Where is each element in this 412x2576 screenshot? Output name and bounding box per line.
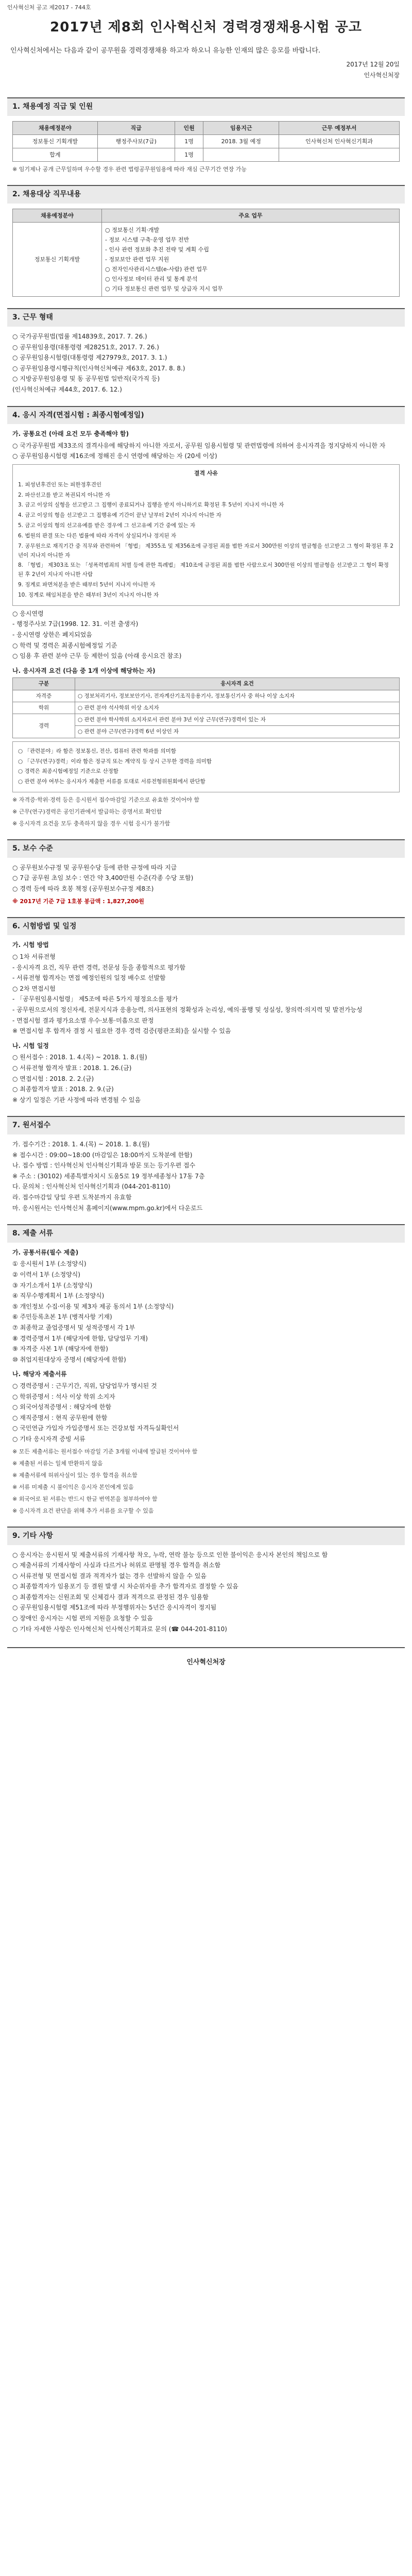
duties-table	[12, 209, 400, 297]
list-item: ○ 원서접수 : 2018. 1. 4.(목) ~ 2018. 1. 8.(월)	[12, 1054, 147, 1061]
section-2-title: 2. 채용대상 직무내용	[7, 185, 405, 204]
section-note: ※ 임기제나 공개 근무일하며 우수할 경우 관련 법령공무원임용에 따라 재심 근무기간 연장 가능	[12, 166, 247, 173]
list-item: ○ 「근무(연구)경력」이라 함은 정규직 또는 계약직 등 상시 근무한 경력을 의미함	[18, 758, 212, 765]
list-item: ④ 직무수행계획서 1부 (소정양식)	[12, 1292, 105, 1300]
list-item: ⑥ 주민등록초본 1부 (병적사항 기재)	[12, 1313, 112, 1321]
table-cell: ○ 관련 분야 학사학위 소지자로서 관련 분야 3년 이상 근무(연구)경력이 있는 자	[75, 714, 400, 726]
list-item: ※ 상기 일정은 기관 사정에 따라 변경될 수 있음	[12, 1096, 141, 1104]
section-5-title: 5. 보수 수준	[7, 839, 405, 858]
section-6	[0, 940, 412, 1105]
list-item: 1. 피성년후견인 또는 피한정후견인	[18, 481, 102, 488]
list-item: ○ 국가공무원법(법률 제14839호, 2017. 7. 26.)	[12, 332, 147, 340]
table-header: 인원	[175, 122, 203, 135]
table-header: 주요 업무	[102, 209, 400, 222]
positions-table	[12, 121, 400, 162]
subsection-heading: 나. 해당자 제출서류	[12, 1370, 67, 1378]
eligibility-table	[12, 677, 400, 738]
table-row	[13, 690, 400, 702]
list-item: 10. 징계로 해임처분을 받은 때부터 3년이 지나지 아니한 자	[18, 591, 159, 598]
footer-signature: 인사혁신처장	[7, 1647, 405, 1678]
list-item: ○ 2차 면접시험	[12, 985, 56, 992]
list-item: ○ 경력 등에 따라 호봉 책정 (공무원보수규정 제8조)	[12, 885, 154, 893]
list-item: ○ 공무원임용시험령(대통령령 제27979호, 2017. 3. 1.)	[12, 354, 167, 362]
list-item: ○ 국민연금 가입자 가입증명서 또는 건강보험 자격득실확인서	[12, 1425, 179, 1432]
list-item: 7. 공무원으로 재직기간 중 직무와 관련하여 「형법」 제355조 및 제356조에 규정된 죄를 범한 자로서 300만원 이상의 벌금형을 선고받고 그 형이 확정된 후 2년이 지나지 아니한 자	[18, 543, 394, 558]
section-6-title: 6. 시험방법 및 일정	[7, 917, 405, 936]
list-item: - 면접시험 결과 평가요소별 우수·보통·미흡으로 판정	[12, 1016, 154, 1024]
list-item: ○ 기타 응시자격 증빙 서류	[12, 1435, 85, 1443]
table-cell	[97, 148, 175, 162]
list-item: ○ 7급 공무원 초임 보수 : 연간 약 3,400만원 수준(각종 수당 포함)	[12, 874, 194, 882]
list-item: 가. 접수기간 : 2018. 1. 4.(목) ~ 2018. 1. 8.(월)	[12, 1141, 150, 1148]
section-note: ※ 근무(연구)경력은 공인기관에서 발급하는 증명서로 확인함	[12, 808, 162, 816]
table-header: 직급	[97, 122, 175, 135]
list-item: ○ 지방공무원임용령 및 동 공무원법 일반직(국가직 등)	[12, 375, 160, 383]
table-cell	[279, 148, 400, 162]
table-row	[13, 148, 400, 162]
table-cell: 1명	[175, 148, 203, 162]
list-item: ① 응시원서 1부 (소정양식)	[12, 1260, 87, 1268]
disqualification-box	[12, 464, 400, 606]
table-cell: 정보통신 기획개발	[13, 135, 98, 148]
section-note: ※ 제출된 서류는 일체 반환하지 않음	[12, 1460, 103, 1467]
eligibility-notes-box	[12, 741, 400, 792]
section-4-title: 4. 응시 자격(면접시험 : 최종시험예정일)	[7, 406, 405, 425]
table-header: 채용예정분야	[13, 122, 98, 135]
section-7-title: 7. 원서접수	[7, 1116, 405, 1134]
section-note: ※ 응시자격 요건을 모두 충족하지 않을 경우 시험 응시가 불가함	[12, 820, 170, 827]
list-item: - 정보보안 관련 업무 지원	[105, 256, 169, 263]
section-9	[0, 1550, 412, 1634]
table-header: 구분	[13, 678, 75, 690]
list-item: ○ 최종합격자는 신원조회 및 신체검사 결과 적격으로 판정된 경우 임용함	[12, 1593, 209, 1601]
list-item: ② 이력서 1부 (소정양식)	[12, 1271, 80, 1279]
list-item: ○ 인사정보 데이터 관리 및 통계 분석	[105, 276, 198, 283]
section-8	[0, 1248, 412, 1515]
list-item: ○ 임용 후 관련 분야 근무 등 제한이 있음 (아래 응시요건 참조)	[12, 652, 182, 660]
list-item: ⑦ 최종학교 졸업증명서 및 성적증명서 각 1부	[12, 1324, 135, 1331]
table-cell: 2018. 3월 예정	[203, 135, 279, 148]
announcement-ref: 인사혁신처 공고 제2017 - 744호	[7, 4, 91, 11]
list-item: ○ 관련 분야 여부는 응시자가 제출한 서류를 토대로 서류전형위원회에서 판단함	[18, 778, 205, 785]
list-item: 4. 금고 이상의 형을 선고받고 그 집행유예 기간이 끝난 날부터 2년이 지나지 아니한 자	[18, 512, 221, 519]
list-item: ○ 공무원임용령(대통령령 제28251호, 2017. 7. 26.)	[12, 343, 159, 351]
box-title: 결격 사유	[194, 469, 218, 477]
list-item: - 정보 시스템 구축·운영 업무 전반	[105, 236, 190, 243]
section-note: ※ 제출서류에 허위사실이 있는 경우 합격을 취소함	[12, 1471, 138, 1479]
list-item: 9. 징계로 파면처분을 받은 때부터 5년이 지나지 아니한 자	[18, 582, 156, 588]
list-item: (인사혁신처예규 제44호, 2017. 6. 12.)	[12, 385, 122, 393]
list-item: ○ 서류전형 및 면접시험 결과 적격자가 없는 경우 선발하지 않을 수 있음	[12, 1572, 207, 1580]
table-cell: 1명	[175, 135, 203, 148]
list-item: ○ 재직증명서 : 현직 공무원에 한함	[12, 1414, 108, 1421]
duties-cell	[102, 222, 400, 296]
table-row	[13, 135, 400, 148]
table-cell: 경력	[13, 714, 75, 738]
section-note: ※ 자격증·학위·경력 등은 응시원서 접수마감일 기준으로 유효한 것이어야 함	[12, 796, 199, 804]
table-cell: 학위	[13, 702, 75, 714]
list-item: ○ 최종합격자 발표 : 2018. 2. 9.(금)	[12, 1086, 114, 1093]
list-item: - 「공무원임용시험령」 제5조에 따른 5가지 평정요소를 평가	[12, 995, 178, 1003]
list-item: 나. 접수 방법 : 인사혁신처 인사혁신기획과 방문 또는 등기우편 접수	[12, 1162, 196, 1170]
section-1-title: 1. 채용예정 직급 및 인원	[7, 97, 405, 116]
section-3-title: 3. 근무 형태	[7, 308, 405, 327]
list-item: 3. 금고 이상의 실형을 선고받고 그 집행이 종료되거나 집행을 받지 아니하기로 확정된 후 5년이 지나지 아니한 자	[18, 502, 284, 509]
subsection-heading: 나. 응시자격 요건 (다음 중 1개 이상에 해당하는 자)	[12, 667, 156, 674]
table-cell: 인사혁신처 인사혁신기획과	[279, 135, 400, 148]
section-note: ※ 모든 제출서류는 원서접수 마감일 기준 3개월 이내에 발급된 것이어야 함	[12, 1448, 198, 1455]
list-item: ○ 공무원임용시험령 제51조에 따라 부정행위자는 5년간 응시자격이 정지됨	[12, 1604, 217, 1612]
list-item: ⑩ 취업지원대상자 증명서 (해당자에 한함)	[12, 1355, 126, 1363]
list-item: ○ 학위증명서 : 석사 이상 학위 소지자	[12, 1393, 115, 1400]
section-9-title: 9. 기타 사항	[7, 1527, 405, 1545]
list-item: - 응시자격 요건, 직무 관련 경력, 전문성 등을 종합적으로 평가함	[12, 963, 186, 971]
list-item: ○ 최종합격자가 임용포기 등 결원 발생 시 차순위자를 추가 합격자로 결정할 수 있음	[12, 1583, 238, 1590]
list-item: ○ 「관련분야」라 함은 정보통신, 전산, 컴퓨터 관련 학과를 의미함	[18, 748, 176, 754]
list-item: 8. 「형법」 제303조 또는 「성폭력범죄의 처벌 등에 관한 특례법」 제10조에 규정된 죄를 범한 사람으로서 300만원 이상의 벌금형을 선고받고 그 형이 확정된 후 2년이 지나지 아니한 사람	[18, 562, 389, 578]
list-item: ○ 정보통신 기획·개발	[105, 226, 160, 233]
section-note: ※ 응시자격 요건 판단을 위해 추가 서류를 요구할 수 있음	[12, 1507, 154, 1514]
list-item: 5. 금고 이상의 형의 선고유예를 받은 경우에 그 선고유예 기간 중에 있는 자	[18, 522, 196, 529]
section-1	[0, 121, 412, 174]
issuing-org: 인사혁신처장	[364, 71, 400, 79]
section-7	[0, 1140, 412, 1213]
list-item: ○ 경력은 최종시험예정일 기준으로 산정함	[18, 768, 118, 775]
list-item: ○ 전자인사관리시스템(e-사람) 관련 업무	[105, 266, 208, 273]
subsection-heading: 가. 공통요건 (아래 요건 모두 충족해야 함)	[12, 430, 129, 438]
list-item: ○ 제출서류의 기재사항이 사실과 다르거나 허위로 판명될 경우 합격을 취소함	[12, 1562, 221, 1569]
table-header: 근무 예정부서	[279, 122, 400, 135]
list-item: ○ 응시연령	[12, 609, 44, 617]
list-item: ※ 면접시험 후 합격자 결정 시 필요한 경우 경력 검증(평판조회)을 실시할 수 있음	[12, 1027, 231, 1035]
table-row	[13, 714, 400, 726]
list-item: 2. 파산선고를 받고 복권되지 아니한 자	[18, 492, 110, 498]
salary-highlight: ※ 2017년 기준 7급 1호봉 봉급액 : 1,827,200원	[12, 897, 145, 905]
subsection-heading: 가. 공통서류(필수 제출)	[12, 1248, 79, 1256]
list-item: ⑧ 경력증명서 1부 (해당자에 한함, 담당업무 기재)	[12, 1334, 148, 1342]
list-item: ※ 접수시간 : 09:00~18:00 (마감일은 18:00까지 도착분에 한함)	[12, 1151, 193, 1159]
list-item: 6. 법원의 판결 또는 다른 법률에 따라 자격이 상실되거나 정지된 자	[18, 532, 177, 539]
table-cell: ○ 정보처리기사, 정보보안기사, 전자계산기조직응용기사, 정보통신기사 중 하나 이상 소지자	[75, 690, 400, 702]
section-5	[0, 863, 412, 906]
list-item: - 서류전형 합격자는 면접 예정인원의 일정 배수로 선발함	[12, 974, 166, 982]
table-cell: 행정주사보(7급)	[97, 135, 175, 148]
list-item: ○ 국가공무원법 제33조의 결격사유에 해당하지 아니한 자로서, 공무원 임용시험령 및 관련법령에 의하여 응시자격을 정지당하지 아니한 자	[12, 442, 386, 449]
list-item: - 응시연령 상한은 폐지되었음	[12, 631, 92, 638]
section-2	[0, 209, 412, 297]
list-item: ○ 외국어성적증명서 : 해당자에 한함	[12, 1403, 112, 1411]
list-item: ○ 1차 서류전형	[12, 953, 56, 960]
list-item: ○ 장애인 응시자는 시험 편의 지원을 요청할 수 있음	[12, 1615, 153, 1622]
list-item: 다. 문의처 : 인사혁신처 인사혁신기획과 (044-201-8110)	[12, 1183, 170, 1191]
page-title: 2017년 제8회 인사혁신처 경력경쟁채용시험 공고	[50, 20, 362, 36]
table-row	[13, 222, 400, 296]
list-item: - 인사 관련 정보화 추진 전략 및 계획 수립	[105, 246, 209, 253]
table-cell: ○ 관련 분야 근무(연구)경력 6년 이상인 자	[75, 726, 400, 738]
list-item: ⑤ 개인정보 수집·이용 및 제3자 제공 동의서 1부 (소정양식)	[12, 1302, 174, 1310]
list-item: - 행정주사보 7급(1998. 12. 31. 이전 출생자)	[12, 620, 139, 628]
list-item: ⑨ 자격증 사본 1부 (해당자에 한함)	[12, 1345, 108, 1353]
list-item: ○ 면접시험 : 2018. 2. 2.(금)	[12, 1075, 94, 1082]
table-cell: ○ 관련 분야 석사학위 이상 소지자	[75, 702, 400, 714]
list-item: ※ 주소 : (30102) 세종특별자치시 도움5로 19 정부세종청사 17동 7층	[12, 1172, 205, 1180]
list-item: 마. 응시원서는 인사혁신처 홈페이지(www.mpm.go.kr)에서 다운로드	[12, 1204, 203, 1212]
table-header: 응시자격 요건	[75, 678, 400, 690]
table-header: 채용예정분야	[13, 209, 102, 222]
table-row	[13, 702, 400, 714]
list-item: ○ 공무원임용시험령 제16조에 정해진 응시 연령에 해당하는 자 (20세 이상)	[12, 452, 217, 460]
announcement-date: 2017년 12월 20일	[346, 61, 400, 69]
list-item: - 공무원으로서의 정신자세, 전문지식과 응용능력, 의사표현의 정확성과 논리성, 예의·품행 및 성실성, 창의력·의지력 및 발전가능성	[12, 1006, 363, 1013]
section-3	[0, 332, 412, 395]
table-cell: 합계	[13, 148, 98, 162]
list-item: ○ 경력증명서 : 근무기간, 직위, 담당업무가 명시된 것	[12, 1382, 157, 1389]
table-cell: 자격증	[13, 690, 75, 702]
table-header: 임용지근	[203, 122, 279, 135]
list-item: ○ 학력 및 경력은 최종시험예정일 기준	[12, 641, 117, 649]
table-cell: 정보통신 기획개발	[13, 222, 102, 296]
subsection-heading: 가. 시험 방법	[12, 941, 49, 949]
table-cell	[203, 148, 279, 162]
list-item: ○ 응시자는 응시원서 및 제출서류의 기재사항 착오, 누락, 연락 불능 등으로 인한 불이익은 응시자 본인의 책임으로 함	[12, 1551, 328, 1558]
intro-text: 인사혁신처에서는 다음과 같이 공무원을 경력경쟁채용 하고자 하오니 유능한 인재의 많은 응모를 바랍니다.	[10, 47, 321, 55]
list-item: ○ 공무원보수규정 및 공무원수당 등에 관한 규정에 따라 지급	[12, 863, 177, 871]
section-note: ※ 외국어로 된 서류는 반드시 한글 번역본을 첨부하여야 함	[12, 1495, 158, 1502]
list-item: ○ 기타 자세한 사항은 인사혁신처 인사혁신기획과로 문의 (☎ 044-201-8110)	[12, 1625, 227, 1633]
subsection-heading: 나. 시험 일정	[12, 1042, 49, 1049]
list-item: ○ 공무원임용령시행규칙(인사혁신처예규 제63호, 2017. 8. 8.)	[12, 364, 185, 372]
section-4	[0, 429, 412, 828]
list-item: ③ 자기소개서 1부 (소정양식)	[12, 1281, 93, 1289]
list-item: ○ 기타 정보통신 관련 업무 및 상급자 지시 업무	[105, 285, 223, 293]
section-8-title: 8. 제출 서류	[7, 1224, 405, 1243]
list-item: 라. 접수마감일 당일 우편 도착분까지 유효함	[12, 1193, 132, 1201]
section-note: ※ 서류 미제출 시 불이익은 응시자 본인에게 있음	[12, 1483, 134, 1490]
list-item: ○ 서류전형 합격자 발표 : 2018. 1. 26.(금)	[12, 1064, 132, 1072]
